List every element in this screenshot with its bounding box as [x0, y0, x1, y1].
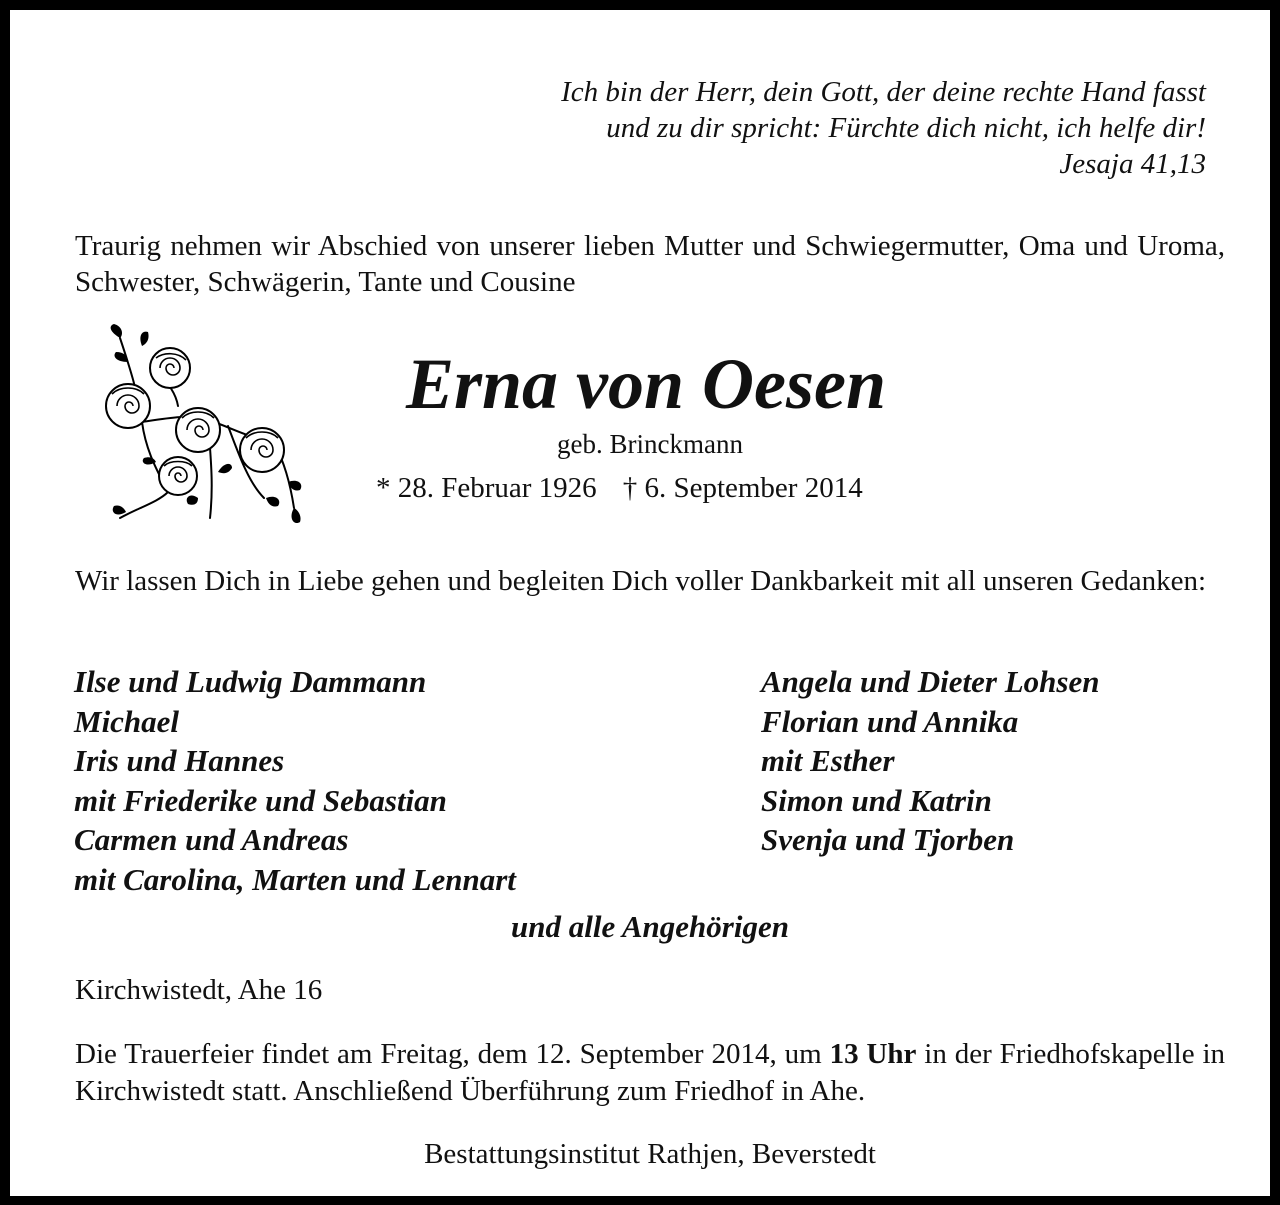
death-date: † 6. September 2014 — [622, 472, 863, 504]
mourner-line: mit Friederike und Sebastian — [74, 782, 447, 818]
mourner-line: mit Esther — [761, 743, 895, 778]
mourner-line: Svenja und Tjorben — [761, 822, 1015, 857]
mourner-line: Ilse und Ludwig Dammann — [74, 664, 427, 699]
mourner-line: Angela und Dieter Lohsen — [761, 664, 1100, 699]
birth-date: * 28. Februar 1926 — [376, 472, 597, 504]
roses-icon — [98, 322, 308, 532]
mourners-left-column — [74, 662, 516, 899]
service-time: 13 Uhr — [829, 1038, 917, 1070]
all-relatives: und alle Angehörigen — [511, 909, 789, 944]
mourner-line: Simon und Katrin — [761, 782, 992, 818]
deceased-name: Erna von Oesen — [405, 344, 887, 424]
mourner-line: Michael — [74, 703, 180, 739]
mourner-line: Carmen und Andreas — [74, 822, 349, 857]
birth-name: geb. Brinckmann — [557, 429, 743, 459]
undertaker: Bestattungsinstitut Rathjen, Beverstedt — [424, 1138, 876, 1170]
intro-text: Traurig nehmen wir Abschied von unserer lieben Mutter und Schwiegermutter, Oma und Uroma, Schwester, Schwägerin, Tante und Cousine — [75, 230, 1225, 298]
verse-line-2: und zu dir spricht: Fürchte dich nicht, ich helfe dir! — [606, 112, 1206, 144]
service-text-start: Die Trauerfeier findet am Freitag, dem 12. September 2014, um — [75, 1038, 830, 1070]
address: Kirchwistedt, Ahe 16 — [75, 974, 323, 1006]
verse-line-1: Ich bin der Herr, dein Gott, der deine rechte Hand fasst — [561, 76, 1206, 108]
life-dates — [376, 470, 936, 506]
mourner-line: Iris und Hannes — [74, 743, 285, 778]
mourner-line: mit Carolina, Marten und Lennart — [74, 861, 516, 897]
mourner-line: Florian und Annika — [761, 703, 1019, 739]
verse-reference: Jesaja 41,13 — [1059, 148, 1206, 180]
mourners-right-column — [761, 662, 1099, 860]
funeral-service-text — [75, 1036, 1225, 1110]
farewell-text: Wir lassen Dich in Liebe gehen und begleiten Dich voller Dankbarkeit mit all unseren Gedanken: — [75, 565, 1207, 597]
bible-verse — [306, 74, 1206, 182]
service-text-end: in der Friedhofskapelle in Kirchwistedt statt. Anschließend Überführung zum Friedhof in Ahe. — [75, 1038, 1226, 1107]
